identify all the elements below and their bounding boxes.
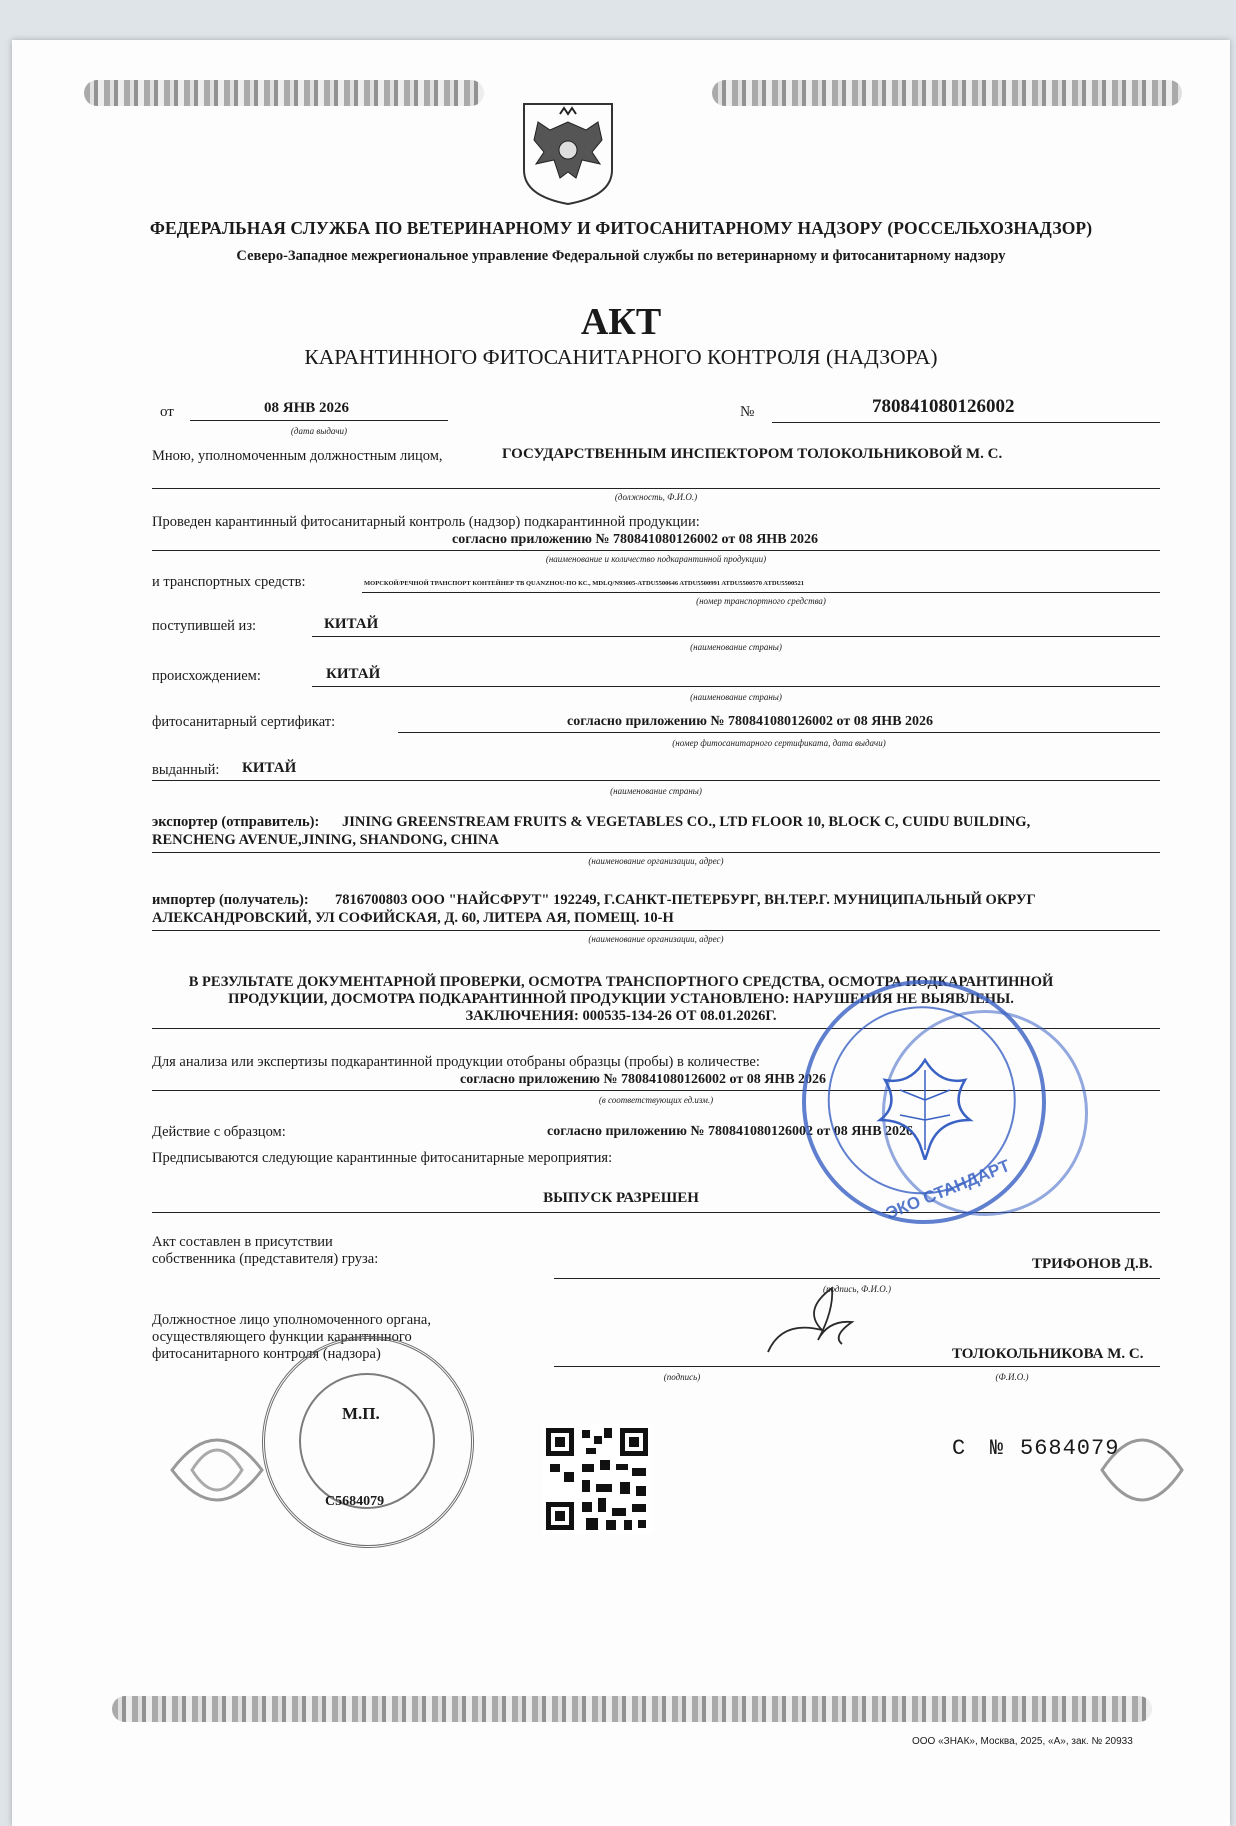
samples-value: согласно приложению № 780841080126002 от 08 ЯНВ 2026 (460, 1072, 827, 1087)
issued-value: КИТАЙ (242, 760, 297, 776)
blank-number-symbol: № (990, 1436, 1004, 1461)
mp-label: М.П. (342, 1404, 380, 1423)
ornament-border-bottom (112, 1696, 1152, 1722)
importer-line1: 7816700803 ООО "НАЙСФРУТ" 192249, Г.САНКТ-ПЕТЕРБУРГ, ВН.ТЕР.Г. МУНИЦИПАЛЬНЫЙ ОКРУГ (335, 892, 1036, 908)
signature-icon (762, 1280, 872, 1360)
transport-label: и транспортных средств: (152, 574, 306, 590)
ornament-border-top-right (712, 80, 1182, 106)
from-country-label: поступившей из: (152, 618, 257, 634)
products-label: Проведен карантинный фитосанитарный контроль (надзор) подкарантинной продукции: (152, 514, 700, 530)
stamp-ring-text: ЭКО СТАНДАРТ (883, 1155, 1013, 1224)
owner-underline (554, 1278, 1160, 1279)
products-underline (152, 550, 1160, 551)
official-name-caption: (Ф.И.О.) (995, 1372, 1029, 1382)
official-label-line1: Должностное лицо уполномоченного органа, (152, 1312, 431, 1328)
service-title: ФЕДЕРАЛЬНАЯ СЛУЖБА ПО ВЕТЕРИНАРНОМУ И ФИТОСАНИТАРНОМУ НАДЗОРУ (РОССЕЛЬХОЗНАДЗОР) (149, 218, 1093, 238)
from-country-caption: (наименование страны) (690, 642, 782, 652)
ornament-border-top-left (84, 80, 484, 106)
result-line3: ЗАКЛЮЧЕНИЯ: 000535-134-26 ОТ 08.01.2026Г. (465, 1008, 777, 1024)
act-number: 780841080126002 (872, 396, 1015, 417)
act-subtitle: КАРАНТИННОГО ФИТОСАНИТАРНОГО КОНТРОЛЯ (НАДЗОРА) (304, 345, 938, 369)
certificate-underline (398, 732, 1160, 733)
measures-value: ВЫПУСК РАЗРЕШЕН (543, 1190, 699, 1206)
act-date: 08 ЯНВ 2026 (264, 400, 350, 416)
printer-info: ООО «ЗНАК», Москва, 2025, «А», зак. № 20933 (912, 1736, 1133, 1747)
date-caption: (дата выдачи) (290, 426, 348, 436)
official-label-line2: осуществляющего функции карантинного (152, 1329, 412, 1345)
measures-label: Предписываются следующие карантинные фитосанитарные мероприятия: (152, 1150, 613, 1166)
exporter-caption: (наименование организации, адрес) (588, 856, 724, 866)
from-country-underline (312, 636, 1160, 637)
origin-label: происхождением: (152, 668, 261, 684)
blank-number-value: 5684079 (1020, 1436, 1120, 1461)
origin-underline (312, 686, 1160, 687)
sample-action-label: Действие с образцом: (152, 1124, 286, 1140)
inspector-caption: (должность, Ф.И.О.) (614, 492, 698, 502)
exporter-line1: JINING GREENSTREAM FRUITS & VEGETABLES CO., LTD FLOOR 10, BLOCK C, CUIDU BUILDING, (342, 814, 1031, 830)
official-underline (554, 1366, 1160, 1367)
act-title: АКТ (580, 301, 662, 343)
date-prefix: от (160, 404, 174, 420)
exporter-underline (152, 852, 1160, 853)
transport-caption: (номер транспортного средства) (696, 596, 826, 606)
qr-code-icon (542, 1424, 652, 1534)
issued-caption: (наименование страны) (610, 786, 702, 796)
blank-number-prefix: С (952, 1436, 966, 1461)
department-title: Северо-Западное межрегиональное управление Федеральной службы по ветеринарному и фитосанитарному надзору (236, 248, 1006, 264)
samples-caption: (в соответствующих ед.изм.) (598, 1095, 714, 1105)
date-underline (190, 420, 448, 421)
official-sign-caption: (подпись) (663, 1372, 701, 1382)
certificate-label: фитосанитарный сертификат: (152, 714, 336, 730)
mp-code: С5684079 (325, 1494, 385, 1509)
products-value: согласно приложению № 780841080126002 от 08 ЯНВ 2026 (452, 532, 819, 547)
importer-caption: (наименование организации, адрес) (588, 934, 724, 944)
left-ornament-icon (162, 1410, 272, 1530)
certificate-value: согласно приложению № 780841080126002 от 08 ЯНВ 2026 (567, 714, 934, 729)
owner-label-line1: Акт составлен в присутствии (152, 1234, 333, 1250)
coat-of-arms-icon (520, 100, 616, 208)
transport-underline (362, 592, 1160, 593)
inspector-value: ГОСУДАРСТВЕННЫМ ИНСПЕКТОРОМ ТОЛОКОЛЬНИКОВОЙ М. С. (502, 446, 1003, 462)
official-value: ТОЛОКОЛЬНИКОВА М. С. (952, 1346, 1144, 1362)
origin-value: КИТАЙ (326, 666, 381, 682)
issued-underline (152, 780, 1160, 781)
origin-caption: (наименование страны) (690, 692, 782, 702)
right-ornament-icon (1092, 1410, 1192, 1530)
number-underline (772, 422, 1160, 423)
result-line1: В РЕЗУЛЬТАТЕ ДОКУМЕНТАРНОЙ ПРОВЕРКИ, ОСМОТРА ТРАНСПОРТНОГО СРЕДСТВА, ОСМОТРА ПОДКАРАНТИННОЙ (188, 974, 1054, 990)
samples-label: Для анализа или экспертизы подкарантинной продукции отобраны образцы (пробы) в количестве: (152, 1054, 760, 1070)
exporter-label: экспортер (отправитель): (152, 814, 320, 830)
sample-action-value: согласно приложению № 780841080126002 от 08 ЯНВ 2026 (547, 1124, 914, 1139)
official-label-line3: фитосанитарного контроля (надзора) (152, 1346, 381, 1362)
result-line2: ПРОДУКЦИИ, ДОСМОТРА ПОДКАРАНТИННОЙ ПРОДУКЦИИ УСТАНОВЛЕНО: НАРУШЕНИЯ НЕ ВЫЯВЛЕНЫ. (228, 991, 1014, 1007)
importer-underline (152, 930, 1160, 931)
transport-value: МОРСКОЙ/РЕЧНОЙ ТРАНСПОРТ КОНТЕЙНЕР ТВ QUANZHOU-ПО КС., MDLQ/N93005-ATDU5500646 ATDU5500991 ATDU5500570 ATDU5500521 (364, 580, 804, 587)
official-round-seal (262, 1336, 474, 1548)
inspector-underline (152, 488, 1160, 489)
inspector-label: Мною, уполномоченным должностным лицом, (152, 448, 443, 464)
leaf-emblem-icon (870, 1050, 980, 1160)
exporter-line2: RENCHENG AVENUE,JINING, SHANDONG, CHINA (152, 832, 499, 848)
issued-label: выданный: (152, 762, 220, 778)
importer-label: импортер (получатель): (152, 892, 309, 908)
document-sheet (12, 40, 1230, 1826)
owner-label-line2: собственника (представителя) груза: (152, 1251, 379, 1267)
owner-value: ТРИФОНОВ Д.В. (1032, 1256, 1153, 1272)
owner-caption: (подпись, Ф.И.О.) (822, 1284, 891, 1294)
products-caption: (наименование и количество подкарантинной продукции) (545, 554, 767, 564)
importer-line2: АЛЕКСАНДРОВСКИЙ, УЛ СОФИЙСКАЯ, Д. 60, ЛИТЕРА АЯ, ПОМЕЩ. 10-Н (152, 910, 674, 926)
from-country-value: КИТАЙ (324, 616, 379, 632)
certificate-caption: (номер фитосанитарного сертификата, дата выдачи) (672, 738, 886, 748)
number-prefix: № (740, 404, 755, 420)
